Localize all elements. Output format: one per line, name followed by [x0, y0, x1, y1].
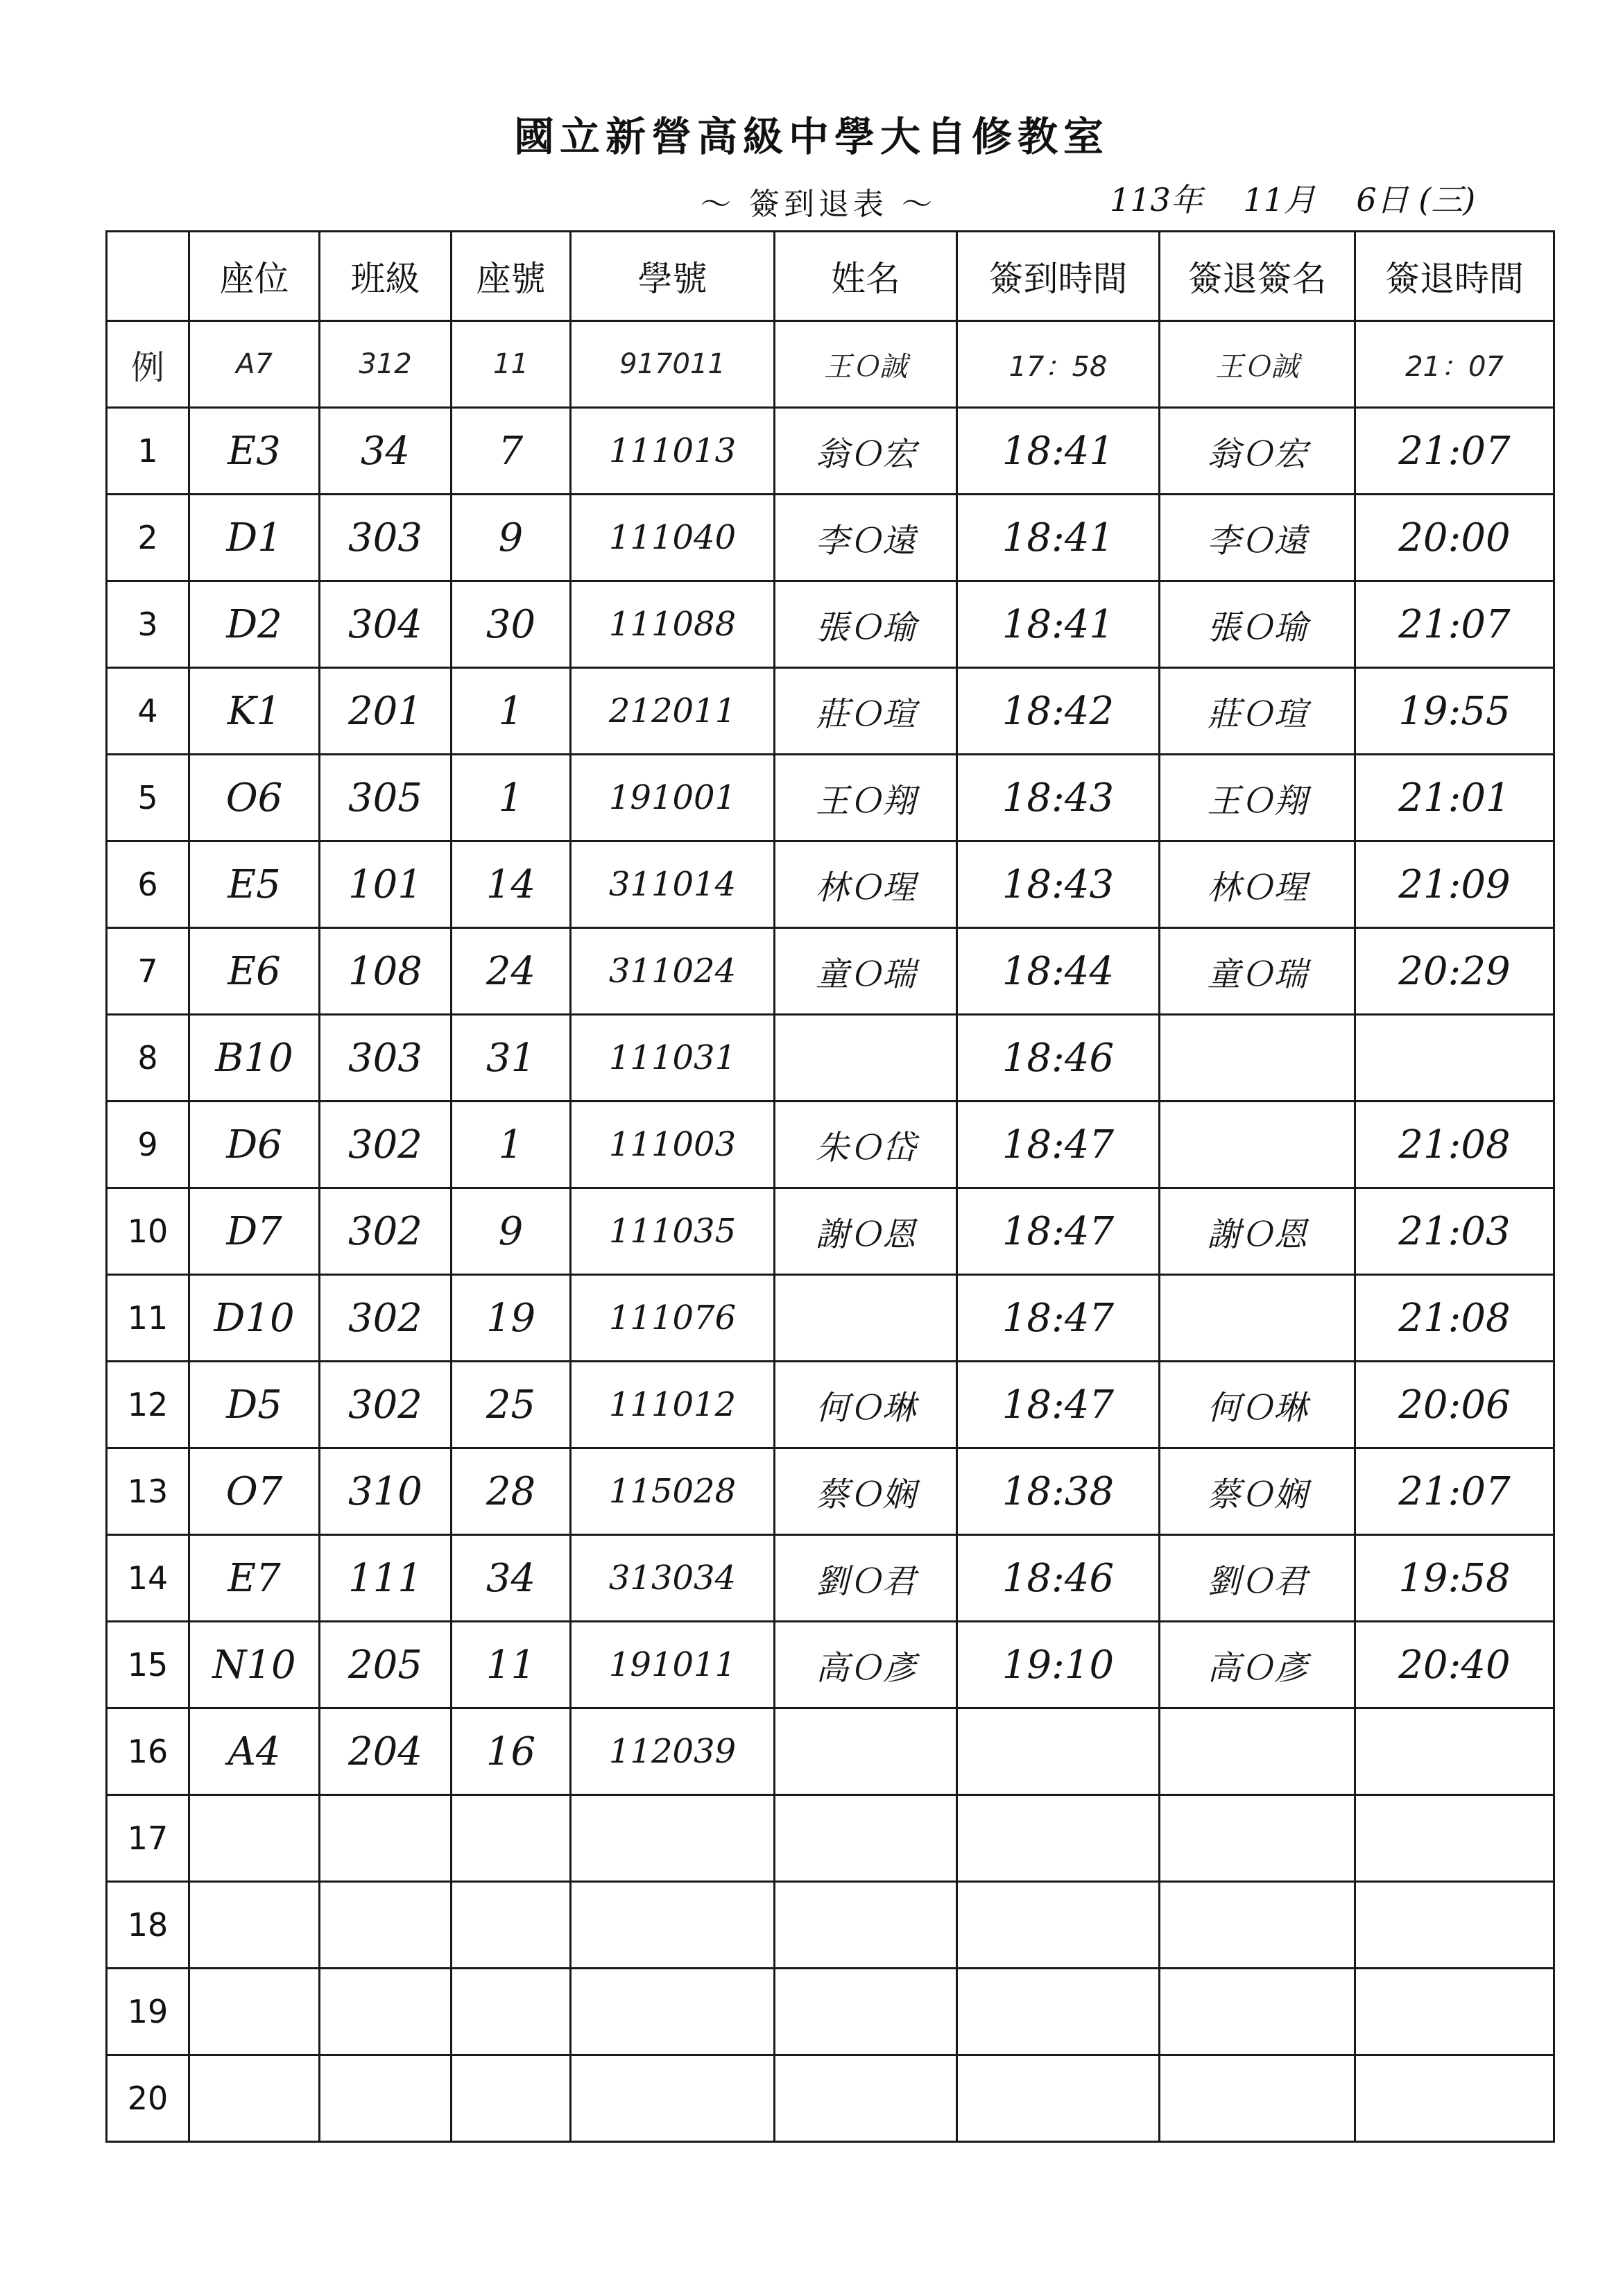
cell-class: 204 — [320, 1708, 452, 1795]
table-row — [107, 1448, 1554, 1535]
row-number: 17 — [107, 1795, 189, 1882]
cell-number: 31 — [452, 1015, 571, 1102]
row-number: 2 — [107, 495, 189, 581]
page-title: 國立新營高級中學大自修教室 — [513, 113, 1109, 160]
cell-class: 201 — [320, 668, 452, 755]
cell-checkin — [957, 1969, 1160, 2055]
cell-seat: E3 — [189, 408, 320, 495]
row-number: 9 — [107, 1102, 189, 1188]
cell-number: 1 — [452, 1102, 571, 1188]
cell-checkout-sign — [1160, 1969, 1355, 2055]
cell-class: 310 — [320, 1448, 452, 1535]
cell-name: 李Ｏ遠 — [775, 495, 957, 581]
cell-number: 14 — [452, 841, 571, 928]
cell-number — [452, 1969, 571, 2055]
cell-seat: D6 — [189, 1102, 320, 1188]
cell-name — [775, 1795, 957, 1882]
cell-class: 302 — [320, 1188, 452, 1275]
table-row — [107, 1882, 1554, 1969]
example-seat: A7 — [189, 321, 320, 408]
cell-number: 9 — [452, 495, 571, 581]
cell-checkout-sign: 莊Ｏ瑄 — [1160, 668, 1355, 755]
date-day: 6日 — [1356, 181, 1409, 219]
row-number: 15 — [107, 1622, 189, 1708]
form-subtitle: ～ 簽到退表 ～ — [701, 187, 936, 222]
cell-checkout-sign — [1160, 1275, 1355, 1362]
cell-student-id: 115028 — [571, 1448, 775, 1535]
table-row — [107, 841, 1554, 928]
cell-seat: E7 — [189, 1535, 320, 1622]
cell-checkout — [1355, 1708, 1554, 1795]
table-row — [107, 1969, 1554, 2055]
row-number: 1 — [107, 408, 189, 495]
cell-student-id — [571, 1882, 775, 1969]
row-number: 4 — [107, 668, 189, 755]
cell-class — [320, 1969, 452, 2055]
table-row — [107, 755, 1554, 841]
table-row — [107, 1708, 1554, 1795]
cell-checkout-sign: 謝Ｏ恩 — [1160, 1188, 1355, 1275]
example-student-id: 917011 — [571, 321, 775, 408]
cell-class — [320, 1882, 452, 1969]
cell-class: 108 — [320, 928, 452, 1015]
table-row — [107, 668, 1554, 755]
cell-name: 童Ｏ瑞 — [775, 928, 957, 1015]
header-row — [107, 232, 1554, 321]
cell-student-id — [571, 1795, 775, 1882]
cell-name: 朱Ｏ岱 — [775, 1102, 957, 1188]
cell-seat: B10 — [189, 1015, 320, 1102]
cell-class — [320, 2055, 452, 2142]
cell-checkout-sign — [1160, 1795, 1355, 1882]
cell-name: 謝Ｏ恩 — [775, 1188, 957, 1275]
example-checkout: 21：07 — [1355, 321, 1554, 408]
cell-checkout-sign: 李Ｏ遠 — [1160, 495, 1355, 581]
row-number: 12 — [107, 1362, 189, 1448]
cell-number: 25 — [452, 1362, 571, 1448]
cell-checkin: 18:43 — [957, 755, 1160, 841]
cell-seat: O6 — [189, 755, 320, 841]
table-row — [107, 1622, 1554, 1708]
cell-class: 303 — [320, 1015, 452, 1102]
row-number: 3 — [107, 581, 189, 668]
cell-checkin: 18:47 — [957, 1275, 1160, 1362]
cell-student-id: 191001 — [571, 755, 775, 841]
example-class: 312 — [320, 321, 452, 408]
cell-checkin: 18:41 — [957, 408, 1160, 495]
table-row — [107, 1015, 1554, 1102]
cell-number: 11 — [452, 1622, 571, 1708]
cell-number — [452, 1795, 571, 1882]
cell-class: 302 — [320, 1275, 452, 1362]
cell-class: 303 — [320, 495, 452, 581]
cell-checkin: 18:41 — [957, 581, 1160, 668]
cell-name: 劉Ｏ君 — [775, 1535, 957, 1622]
cell-name: 王Ｏ翔 — [775, 755, 957, 841]
table-row — [107, 1362, 1554, 1448]
row-number: 7 — [107, 928, 189, 1015]
cell-checkout-sign: 高Ｏ彥 — [1160, 1622, 1355, 1708]
cell-checkout — [1355, 1795, 1554, 1882]
cell-checkout: 20:40 — [1355, 1622, 1554, 1708]
col-header-checkout: 簽退時間 — [1355, 232, 1554, 321]
cell-class: 205 — [320, 1622, 452, 1708]
cell-student-id: 212011 — [571, 668, 775, 755]
cell-student-id: 111013 — [571, 408, 775, 495]
cell-checkout: 19:55 — [1355, 668, 1554, 755]
cell-checkout-sign: 劉Ｏ君 — [1160, 1535, 1355, 1622]
table-row — [107, 1102, 1554, 1188]
cell-checkin: 19:10 — [957, 1622, 1160, 1708]
row-number: 19 — [107, 1969, 189, 2055]
col-header-checkin: 簽到時間 — [957, 232, 1160, 321]
example-number: 11 — [452, 321, 571, 408]
cell-checkin — [957, 2055, 1160, 2142]
cell-checkin: 18:47 — [957, 1102, 1160, 1188]
cell-checkin: 18:47 — [957, 1188, 1160, 1275]
cell-checkout: 21:07 — [1355, 408, 1554, 495]
cell-seat — [189, 1882, 320, 1969]
col-header-student-id: 學號 — [571, 232, 775, 321]
cell-checkout-sign — [1160, 1708, 1355, 1795]
cell-number: 7 — [452, 408, 571, 495]
cell-student-id: 112039 — [571, 1708, 775, 1795]
example-checkin: 17：58 — [957, 321, 1160, 408]
table-row — [107, 2055, 1554, 2142]
row-number: 8 — [107, 1015, 189, 1102]
col-header-rownum — [107, 232, 189, 321]
cell-number: 30 — [452, 581, 571, 668]
cell-checkout: 21:08 — [1355, 1275, 1554, 1362]
cell-student-id: 191011 — [571, 1622, 775, 1708]
example-row — [107, 321, 1554, 408]
cell-checkout: 21:07 — [1355, 1448, 1554, 1535]
table-row — [107, 408, 1554, 495]
cell-seat: E6 — [189, 928, 320, 1015]
cell-checkout: 19:58 — [1355, 1535, 1554, 1622]
table-row — [107, 581, 1554, 668]
row-number: 18 — [107, 1882, 189, 1969]
cell-checkout: 21:09 — [1355, 841, 1554, 928]
cell-number: 19 — [452, 1275, 571, 1362]
cell-number: 9 — [452, 1188, 571, 1275]
cell-name: 林Ｏ瑆 — [775, 841, 957, 928]
cell-checkout-sign: 王Ｏ翔 — [1160, 755, 1355, 841]
cell-seat: D2 — [189, 581, 320, 668]
cell-number: 16 — [452, 1708, 571, 1795]
cell-checkin: 18:43 — [957, 841, 1160, 928]
cell-seat: K1 — [189, 668, 320, 755]
cell-student-id: 111031 — [571, 1015, 775, 1102]
cell-number: 34 — [452, 1535, 571, 1622]
date-month: 11月 — [1243, 181, 1316, 219]
cell-checkout-sign: 何Ｏ琳 — [1160, 1362, 1355, 1448]
cell-number — [452, 2055, 571, 2142]
cell-checkout: 21:07 — [1355, 581, 1554, 668]
cell-checkin: 18:46 — [957, 1535, 1160, 1622]
cell-student-id: 111035 — [571, 1188, 775, 1275]
row-number: 5 — [107, 755, 189, 841]
cell-student-id: 111003 — [571, 1102, 775, 1188]
cell-checkout: 20:06 — [1355, 1362, 1554, 1448]
cell-checkout — [1355, 1015, 1554, 1102]
cell-class: 304 — [320, 581, 452, 668]
cell-checkout — [1355, 2055, 1554, 2142]
cell-seat: O7 — [189, 1448, 320, 1535]
cell-class: 302 — [320, 1102, 452, 1188]
example-checkout-sign: 王Ｏ誠 — [1160, 321, 1355, 408]
cell-name: 張Ｏ瑜 — [775, 581, 957, 668]
cell-student-id: 311024 — [571, 928, 775, 1015]
cell-name — [775, 1969, 957, 2055]
cell-seat — [189, 1795, 320, 1882]
cell-checkin: 18:41 — [957, 495, 1160, 581]
cell-seat: E5 — [189, 841, 320, 928]
cell-name: 翁Ｏ宏 — [775, 408, 957, 495]
table-row — [107, 1795, 1554, 1882]
cell-class: 305 — [320, 755, 452, 841]
col-header-class: 班級 — [320, 232, 452, 321]
cell-seat — [189, 1969, 320, 2055]
row-number: 20 — [107, 2055, 189, 2142]
cell-checkin: 18:42 — [957, 668, 1160, 755]
col-header-checkout-sign: 簽退簽名 — [1160, 232, 1355, 321]
form-date — [1110, 175, 1475, 221]
cell-checkout-sign: 童Ｏ瑞 — [1160, 928, 1355, 1015]
cell-number: 1 — [452, 668, 571, 755]
cell-number: 28 — [452, 1448, 571, 1535]
cell-seat: D7 — [189, 1188, 320, 1275]
cell-student-id: 111012 — [571, 1362, 775, 1448]
cell-name: 何Ｏ琳 — [775, 1362, 957, 1448]
cell-checkin: 18:38 — [957, 1448, 1160, 1535]
cell-name: 莊Ｏ瑄 — [775, 668, 957, 755]
cell-student-id: 111076 — [571, 1275, 775, 1362]
row-number: 10 — [107, 1188, 189, 1275]
cell-seat: N10 — [189, 1622, 320, 1708]
cell-checkin: 18:47 — [957, 1362, 1160, 1448]
cell-name — [775, 1275, 957, 1362]
cell-checkin — [957, 1795, 1160, 1882]
cell-checkout-sign — [1160, 1102, 1355, 1188]
cell-name — [775, 1015, 957, 1102]
cell-name — [775, 1882, 957, 1969]
cell-name: 高Ｏ彥 — [775, 1622, 957, 1708]
row-number: 11 — [107, 1275, 189, 1362]
cell-checkout — [1355, 1969, 1554, 2055]
cell-checkin — [957, 1708, 1160, 1795]
cell-name — [775, 2055, 957, 2142]
cell-class: 34 — [320, 408, 452, 495]
cell-checkout-sign: 蔡Ｏ娴 — [1160, 1448, 1355, 1535]
row-number: 16 — [107, 1708, 189, 1795]
cell-seat — [189, 2055, 320, 2142]
cell-student-id — [571, 2055, 775, 2142]
col-header-seat: 座位 — [189, 232, 320, 321]
row-number: 13 — [107, 1448, 189, 1535]
cell-seat: D10 — [189, 1275, 320, 1362]
cell-seat: A4 — [189, 1708, 320, 1795]
cell-student-id: 313034 — [571, 1535, 775, 1622]
cell-checkout — [1355, 1882, 1554, 1969]
cell-checkin: 18:46 — [957, 1015, 1160, 1102]
cell-number: 24 — [452, 928, 571, 1015]
col-header-name: 姓名 — [775, 232, 957, 321]
date-year: 113年 — [1110, 181, 1203, 219]
example-name: 王Ｏ誠 — [775, 321, 957, 408]
cell-checkout-sign — [1160, 1015, 1355, 1102]
cell-checkout-sign: 張Ｏ瑜 — [1160, 581, 1355, 668]
table-row — [107, 928, 1554, 1015]
cell-checkout: 20:00 — [1355, 495, 1554, 581]
cell-seat: D5 — [189, 1362, 320, 1448]
cell-checkin — [957, 1882, 1160, 1969]
table-row — [107, 495, 1554, 581]
cell-number — [452, 1882, 571, 1969]
cell-checkout-sign — [1160, 2055, 1355, 2142]
cell-class: 111 — [320, 1535, 452, 1622]
cell-student-id: 311014 — [571, 841, 775, 928]
cell-student-id: 111040 — [571, 495, 775, 581]
table-row — [107, 1188, 1554, 1275]
cell-student-id: 111088 — [571, 581, 775, 668]
cell-class — [320, 1795, 452, 1882]
cell-checkout-sign — [1160, 1882, 1355, 1969]
cell-checkout: 21:08 — [1355, 1102, 1554, 1188]
cell-class: 101 — [320, 841, 452, 928]
col-header-number: 座號 — [452, 232, 571, 321]
cell-name — [775, 1708, 957, 1795]
example-label: 例 — [107, 321, 189, 408]
cell-number: 1 — [452, 755, 571, 841]
cell-checkout: 21:01 — [1355, 755, 1554, 841]
cell-checkout-sign: 林Ｏ瑆 — [1160, 841, 1355, 928]
cell-name: 蔡Ｏ娴 — [775, 1448, 957, 1535]
cell-checkout: 20:29 — [1355, 928, 1554, 1015]
table-row — [107, 1275, 1554, 1362]
date-weekday: (三) — [1418, 181, 1476, 219]
cell-checkout: 21:03 — [1355, 1188, 1554, 1275]
table-row — [107, 1535, 1554, 1622]
cell-student-id — [571, 1969, 775, 2055]
cell-seat: D1 — [189, 495, 320, 581]
row-number: 6 — [107, 841, 189, 928]
cell-checkin: 18:44 — [957, 928, 1160, 1015]
cell-class: 302 — [320, 1362, 452, 1448]
sign-in-out-table — [105, 230, 1555, 2143]
cell-checkout-sign: 翁Ｏ宏 — [1160, 408, 1355, 495]
row-number: 14 — [107, 1535, 189, 1622]
